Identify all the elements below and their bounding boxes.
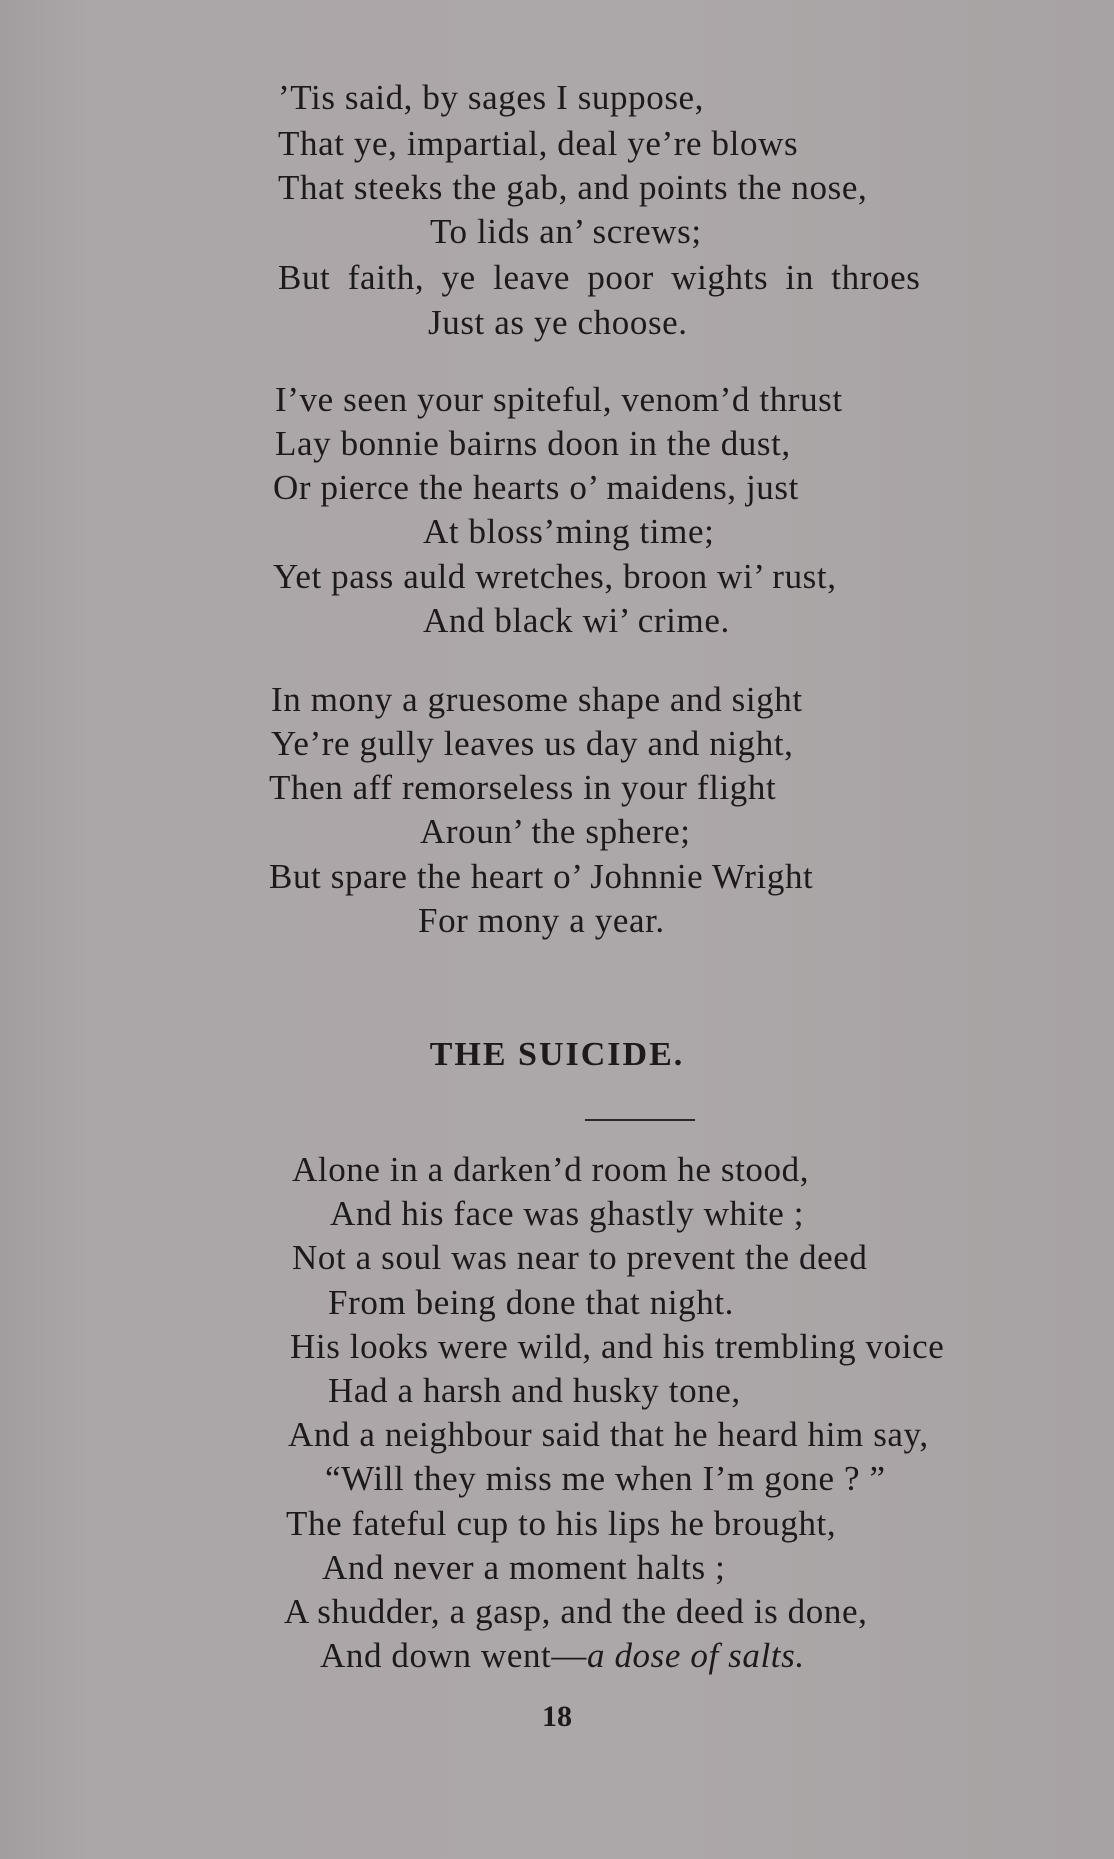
suicide-line9: The fateful cup to his lips he brought, [286, 1504, 837, 1543]
stanza1-line4: To lids an’ screws; [430, 212, 702, 251]
stanza3-line2: Ye’re gully leaves us day and night, [271, 724, 794, 763]
suicide-line6: Had a harsh and husky tone, [328, 1371, 741, 1410]
stanza3-line4: Aroun’ the sphere; [420, 812, 691, 851]
suicide-line12-italic: a dose of salts. [587, 1636, 805, 1675]
stanza3-line5: But spare the heart o’ Johnnie Wright [269, 857, 814, 896]
stanza1-line2: That ye, impartial, deal ye’re blows [278, 124, 799, 163]
stanza3-line6: For mony a year. [418, 901, 665, 940]
suicide-line3: Not a soul was near to prevent the deed [292, 1238, 868, 1277]
suicide-line5: His looks were wild, and his trembling voice [290, 1327, 945, 1366]
suicide-line12-roman: And down went— [320, 1636, 587, 1675]
stanza1-line3: That steeks the gab, and points the nose, [278, 168, 868, 207]
suicide-line12 [320, 1636, 805, 1676]
stanza2-line5: Yet pass auld wretches, broon wi’ rust, [273, 557, 837, 596]
stanza3-line1: In mony a gruesome shape and sight [271, 680, 803, 719]
stanza2-line6: And black wi’ crime. [423, 601, 730, 640]
suicide-line7: And a neighbour said that he heard him say, [288, 1415, 929, 1454]
poem-title: THE SUICIDE. [429, 1036, 685, 1073]
page-number: 18 [542, 1700, 572, 1733]
suicide-line4: From being done that night. [328, 1283, 735, 1322]
stanza1-line6: Just as ye choose. [428, 303, 688, 342]
suicide-line10: And never a moment halts ; [322, 1548, 726, 1587]
stanza2-line3: Or pierce the hearts o’ maidens, just [273, 468, 799, 507]
suicide-line8: “Will they miss me when I’m gone ? ” [325, 1459, 886, 1498]
stanza2-line1: I’ve seen your spiteful, venom’d thrust [275, 380, 843, 419]
stanza1-line5: But faith, ye leave poor wights in throes [278, 258, 921, 297]
title-divider [585, 1119, 695, 1121]
stanza1-line1: ’Tis said, by sages I suppose, [278, 78, 705, 117]
stanza2-line4: At bloss’ming time; [423, 512, 715, 551]
suicide-line2: And his face was ghastly white ; [330, 1194, 805, 1233]
suicide-line11: A shudder, a gasp, and the deed is done, [284, 1592, 868, 1631]
stanza3-line3: Then aff remorseless in your flight [269, 768, 777, 807]
stanza2-line2: Lay bonnie bairns doon in the dust, [275, 424, 791, 463]
suicide-line1: Alone in a darken’d room he stood, [292, 1150, 810, 1189]
